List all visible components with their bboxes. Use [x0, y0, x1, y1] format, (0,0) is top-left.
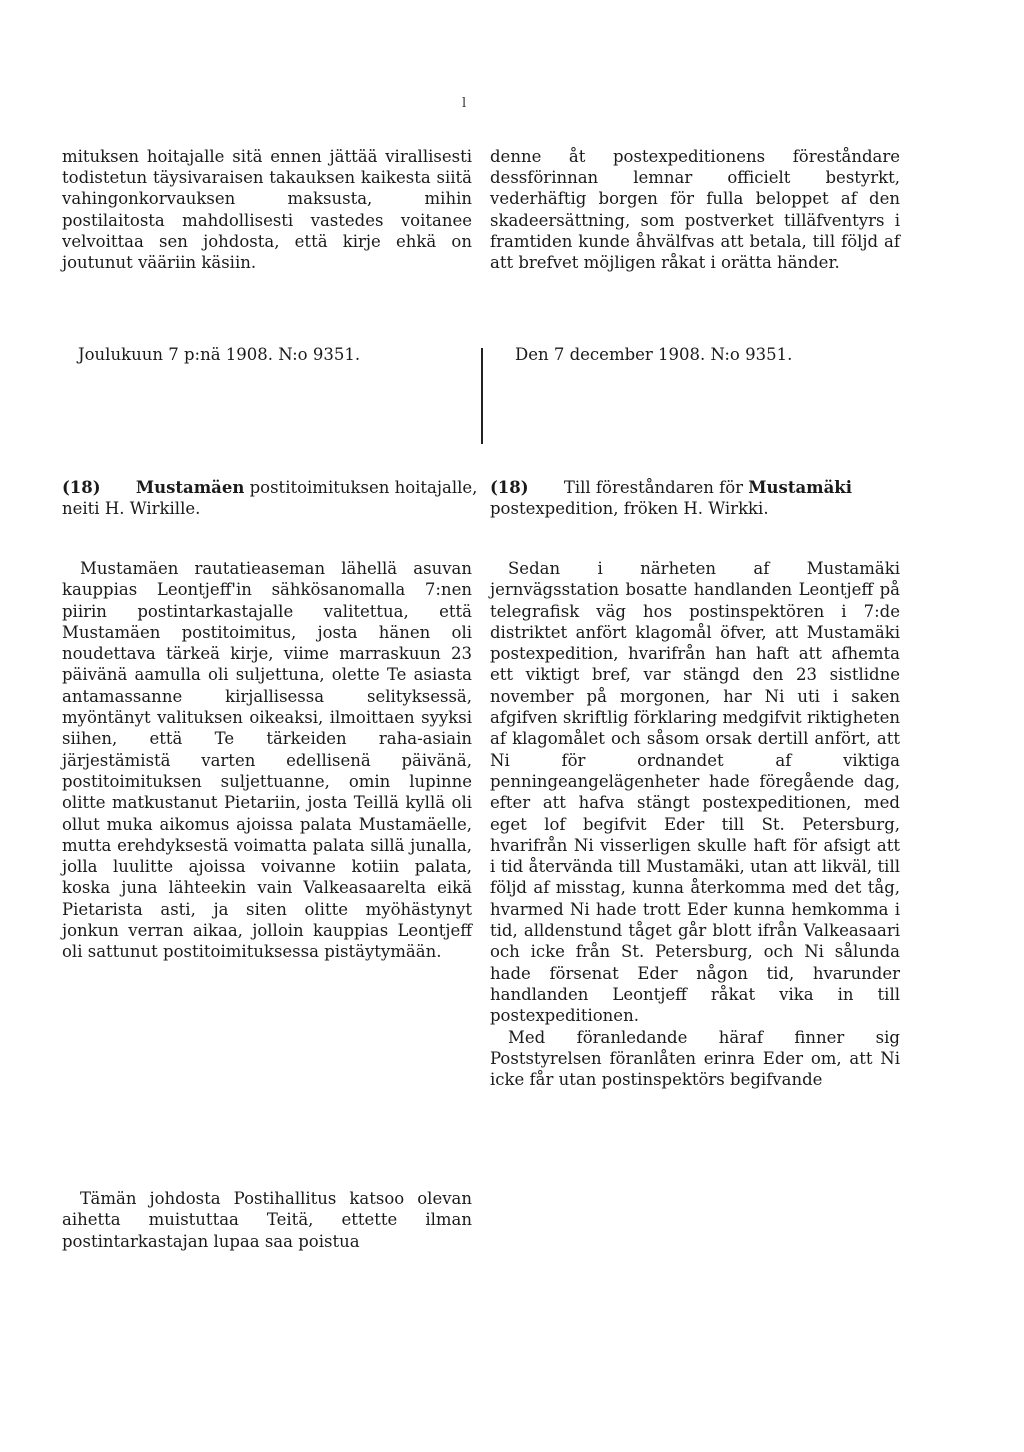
swedish-heading-pre: Till föreståndaren för: [563, 478, 744, 497]
finnish-addressee-name: Mustamäen: [135, 478, 245, 497]
finnish-section-heading: [62, 477, 482, 519]
column-divider: [481, 348, 483, 444]
finnish-tail: [62, 1188, 472, 1252]
swedish-section-number: (18): [490, 478, 529, 497]
finnish-section-number: (18): [62, 478, 101, 497]
swedish-body-paragraph-2: Med föranledande häraf finner sig Poststyrelsen föranlåten erinra Eder om, att Ni icke får utan postinspektörs begifvande: [490, 1027, 900, 1090]
finnish-body-paragraph: Mustamäen rautatieaseman lähellä asuvan kauppias Leontjeff'in sähkösanomalla 7:nen piirin postintarkastajalle valitettua, että Mustamäen postitoimitus, josta hänen oli noudettava tärkeä kirje, viime marraskuun 23 päivänä aamulla oli suljettuna, olette Te asiasta antamassanne kirjallisessa selityksessä, myöntänyt valituksen oikeaksi, ilmoittaen syyksi siihen, että Te tärkeiden raha-asiain järjestämistä varten edellisenä päivänä, postitoimituksen suljettuanne, omin lupinne olitte matkustanut Pietariin, josta Teillä kyllä oli ollut muka aikomus ajoissa palata Mustamäelle, mutta erehdyksestä voimatta palata sillä junalla, jolla luulitte ajoissa voivanne kotiin palata, koska juna lähteekin vain Valkeasaarelta eikä Pietarista asti, ja siten olitte myöhästynyt jonkun verran aikaa, jolloin kauppias Leontjeff oli sattunut postitoimituksessa pistäytymään.: [62, 559, 472, 962]
swedish-top-paragraph: denne åt postexpeditionens föreståndare dessförinnan lemnar officielt bestyrkt, vederhäftig borgen för fulla beloppet af den skadeersättning, som postverket tilläfventyrs i framtiden kunde åhvälfvas att betala, till följd af att brefvet möjligen råkat i orätta händer.: [490, 147, 900, 273]
finnish-body: [62, 558, 472, 963]
swedish-addressee-name: Mustamäki: [748, 478, 852, 497]
finnish-heading-rest: postitoimituksen hoitajalle, neiti H. Wirkille.: [62, 478, 478, 518]
swedish-section-heading: [490, 477, 910, 519]
finnish-tail-paragraph: Tämän johdosta Postihallitus katsoo olevan aihetta muistuttaa Teitä, ettette ilman postintarkastajan lupaa saa poistua: [62, 1189, 472, 1251]
swedish-body: [490, 558, 900, 1090]
finnish-top-paragraph: mituksen hoitajalle sitä ennen jättää virallisesti todistetun täysivaraisen takauksen kaikesta siitä vahingonkorvauksen maksusta, mihin postilaitosta mahdollisesti vastedes voitanee velvoittaa sen johdosta, että kirje ehkä on joutunut vääriin käsiin.: [62, 147, 472, 273]
swedish-body-paragraph-1: Sedan i närheten af Mustamäki jernvägsstation bosatte handlanden Leontjeff på telegrafisk väg hos postinspektören i 7:de distriktet anfört klagomål öfver, att Mustamäki postexpedition, hvarifrån han haft att afhemta ett viktigt bref, var stängd den 23 sistlidne november på morgonen, har Ni uti i saken afgifven skriftlig förklaring medgifvit riktigheten af klagomålet och såsom orsak dertill anfört, att Ni för ordnandet af viktiga penningeangelägenheter hade föregående dag, efter att hafva stängt postexpeditionen, med eget lof begifvit Eder till St. Petersburg, hvarifrån Ni visserligen skulle haft för afsigt att i tid återvända till Mustamäki, utan att likväl, till följd af misstag, kunna återkomma med det tåg, hvarmed Ni hade trott Eder kunna hemkomma i tid, alldenstund tåget går blott ifrån Valkeasaari och icke från St. Petersburg, och Ni sålunda hade försenat Eder någon tid, hvarunder handlanden Leontjeff råkat vika in till postexpeditionen.: [490, 559, 900, 1026]
swedish-top-column: [490, 146, 900, 273]
page-marker: l: [462, 96, 467, 111]
finnish-top-column: [62, 146, 472, 273]
swedish-heading-rest: postexpedition, fröken H. Wirkki.: [490, 499, 769, 518]
finnish-dateline: Joulukuun 7 p:nä 1908. N:o 9351.: [78, 345, 361, 364]
swedish-dateline: Den 7 december 1908. N:o 9351.: [515, 345, 793, 364]
